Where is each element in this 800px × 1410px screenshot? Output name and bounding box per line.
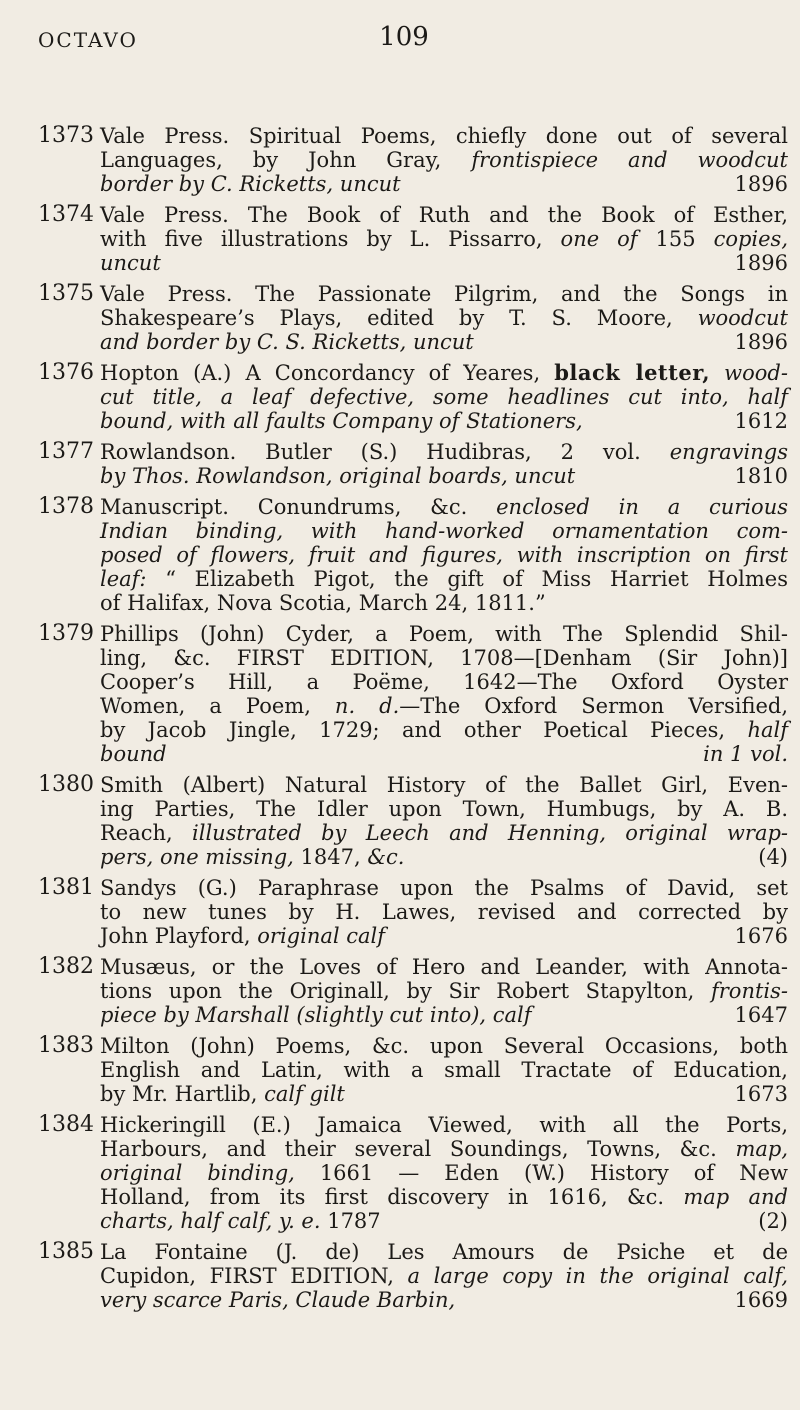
- entry-line: Indian binding, with hand-worked ornamentation com-: [100, 519, 788, 543]
- entry-line: Sandys (G.) Paraphrase upon the Psalms of David, set: [100, 876, 788, 900]
- catalogue-entry: [38, 440, 788, 488]
- entry-line: cut title, a leaf defective, some headlines cut into, half: [100, 385, 788, 409]
- entry-number: 1379: [38, 621, 94, 646]
- entry-line: 1647 piece by Marshall (slightly cut into), calf: [100, 1003, 788, 1027]
- catalogue-entry: [38, 203, 788, 275]
- entry-line: with five illustrations by L. Pissarro, one of 155 copies,: [100, 227, 789, 251]
- entry-line: ling, &c. FIRST EDITION, 1708—[Denham (Sir John)]: [100, 646, 788, 670]
- entry-line: Harbours, and their several Soundings, Towns, &c. map,: [100, 1137, 788, 1161]
- catalogue-entry: [38, 876, 788, 948]
- entry-line: tions upon the Originall, by Sir Robert Stapylton, frontis-: [100, 979, 788, 1003]
- entry-line: (4) pers, one missing, 1847, &c.: [100, 845, 788, 869]
- entry-line: Vale Press. The Passionate Pilgrim, and the Songs in: [100, 282, 788, 306]
- entry-line: 1896 border by C. Ricketts, uncut: [100, 172, 788, 196]
- entry-line: Rowlandson. Butler (S.) Hudibras, 2 vol. engravings: [100, 440, 788, 464]
- entry-line: 1673 by Mr. Hartlib, calf gilt: [100, 1082, 788, 1106]
- entry-line: English and Latin, with a small Tractate of Education,: [100, 1058, 788, 1082]
- entry-line: posed of flowers, fruit and figures, with inscription on first: [100, 543, 788, 567]
- catalogue-entry: [38, 282, 788, 354]
- entry-number: 1383: [38, 1033, 94, 1058]
- catalogue-entry: [38, 1034, 788, 1106]
- entry-line: Milton (John) Poems, &c. upon Several Occasions, both: [100, 1034, 788, 1058]
- entry-number: 1373: [38, 123, 94, 148]
- entry-line: 1896 and border by C. S. Ricketts, uncut: [100, 330, 788, 354]
- entry-line: by Jacob Jingle, 1729; and other Poetical Pieces, half: [100, 718, 788, 742]
- entry-number: 1375: [38, 281, 94, 306]
- entry-date: 1676: [734, 924, 788, 948]
- entry-line: Cooper’s Hill, a Poëme, 1642—The Oxford Oyster: [100, 670, 788, 694]
- entry-date: (4): [758, 845, 788, 869]
- entry-line: Reach, illustrated by Leech and Henning, original wrap-: [100, 821, 788, 845]
- entry-date: 1673: [734, 1082, 788, 1106]
- entry-line: of Halifax, Nova Scotia, March 24, 1811.”: [100, 591, 546, 615]
- catalogue-entry: [38, 124, 788, 196]
- entry-line: 1676 John Playford, original calf: [100, 924, 788, 948]
- catalogue-entry: [38, 1240, 788, 1312]
- entry-line: Women, a Poem, n. d.—The Oxford Sermon Versified,: [100, 694, 788, 718]
- entry-date: 1896: [734, 251, 788, 275]
- catalogue-entry: [38, 495, 788, 615]
- catalogue-entry: [38, 773, 788, 869]
- page-number: 109: [379, 22, 429, 52]
- entry-number: 1385: [38, 1239, 94, 1264]
- entry-line: 1669 very scarce Paris, Claude Barbin,: [100, 1288, 788, 1312]
- entry-date: (2): [758, 1209, 788, 1233]
- section-label: OCTAVO: [38, 28, 138, 52]
- catalogue-entries: [38, 124, 788, 1319]
- entry-line: Smith (Albert) Natural History of the Ballet Girl, Even-: [100, 773, 788, 797]
- entry-line: Hickeringill (E.) Jamaica Viewed, with all the Ports,: [100, 1113, 788, 1137]
- entry-line: Shakespeare’s Plays, edited by T. S. Moore, woodcut: [100, 306, 788, 330]
- entry-line: to new tunes by H. Lawes, revised and corrected by: [100, 900, 788, 924]
- entry-number: 1377: [38, 439, 94, 464]
- entry-line: 1612 bound, with all faults Company of Stationers,: [100, 409, 788, 433]
- entry-date: 1669: [734, 1288, 788, 1312]
- entry-line: (2) charts, half calf, y. e. 1787: [100, 1209, 788, 1233]
- entry-date: 1896: [734, 330, 788, 354]
- entry-number: 1382: [38, 954, 94, 979]
- entry-line: Vale Press. The Book of Ruth and the Book of Esther,: [100, 203, 788, 227]
- entry-date: 1647: [734, 1003, 788, 1027]
- entry-line: La Fontaine (J. de) Les Amours de Psiche et de: [100, 1240, 788, 1264]
- entry-date: 1896: [734, 172, 788, 196]
- entry-number: 1378: [38, 494, 94, 519]
- entry-line: Musæus, or the Loves of Hero and Leander, with Annota-: [100, 955, 788, 979]
- entry-line: Hopton (A.) A Concordancy of Yeares, black letter, wood-: [100, 360, 788, 385]
- entry-number: 1380: [38, 772, 94, 797]
- entry-line: Manuscript. Conundrums, &c. enclosed in a curious: [100, 495, 788, 519]
- catalogue-entry: [38, 955, 788, 1027]
- entry-line: Phillips (John) Cyder, a Poem, with The Splendid Shil-: [100, 622, 788, 646]
- entry-line: 1810 by Thos. Rowlandson, original boards, uncut: [100, 464, 788, 488]
- entry-line: in 1 vol. bound: [100, 742, 788, 766]
- entry-date: 1810: [734, 464, 788, 488]
- catalogue-entry: [38, 361, 788, 433]
- entry-line: 1896 uncut: [100, 251, 788, 275]
- entry-date: 1612: [734, 409, 788, 433]
- entry-number: 1376: [38, 360, 94, 385]
- entry-line: Vale Press. Spiritual Poems, chiefly done out of several: [100, 124, 788, 148]
- entry-line: Holland, from its first discovery in 1616, &c. map and: [100, 1185, 788, 1209]
- catalogue-entry: [38, 1113, 788, 1233]
- entry-number: 1374: [38, 202, 94, 227]
- entry-line: ing Parties, The Idler upon Town, Humbugs, by A. B.: [100, 797, 788, 821]
- catalogue-entry: [38, 622, 788, 766]
- entry-line: original binding, 1661 — Eden (W.) History of New: [100, 1161, 788, 1185]
- entry-line: Languages, by John Gray, frontispiece and woodcut: [100, 148, 788, 172]
- entry-number: 1384: [38, 1112, 94, 1137]
- entry-line: Cupidon, FIRST EDITION, a large copy in the original calf,: [100, 1264, 789, 1288]
- entry-number: 1381: [38, 875, 94, 900]
- entry-date: in 1 vol.: [703, 742, 788, 766]
- page-header: [38, 22, 770, 62]
- entry-line: leaf: “ Elizabeth Pigot, the gift of Miss Harriet Holmes: [100, 567, 788, 591]
